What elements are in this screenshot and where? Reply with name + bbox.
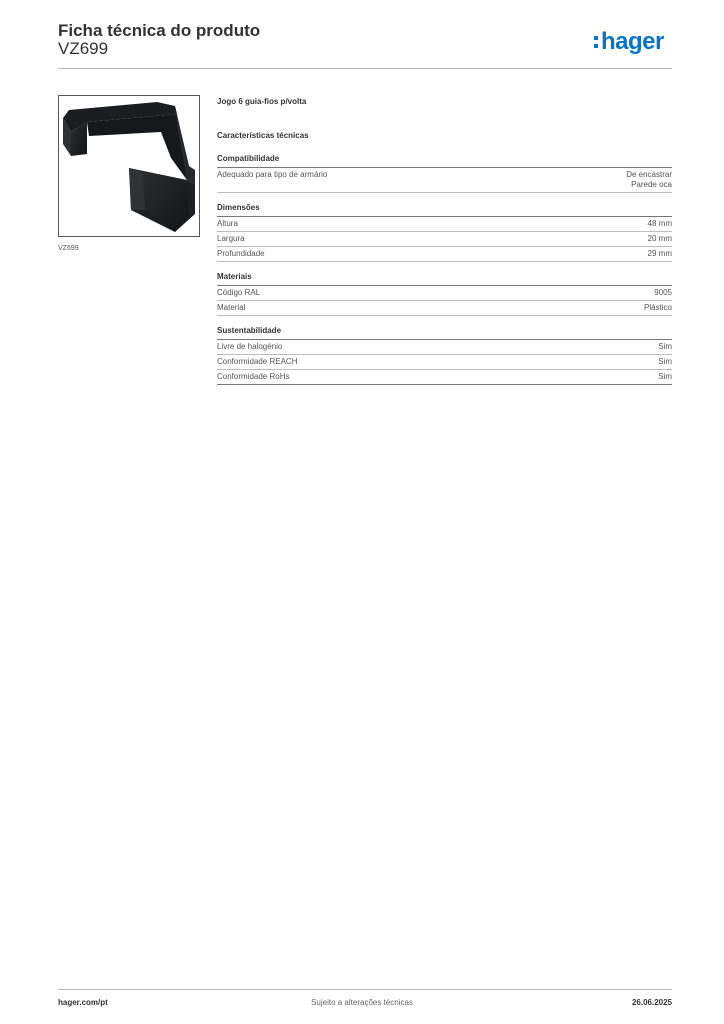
table-row [217,370,672,385]
section-sustainability [217,325,672,385]
section-materials [217,271,672,316]
row-label: Adequado para tipo de armário [217,170,328,179]
section-title: Compatibilidade [217,153,672,168]
page-title: Ficha técnica do produto [58,21,261,40]
image-caption: VZ699 [58,245,79,252]
row-label: Largura [217,234,245,243]
product-name: Jogo 6 guia-fios p/volta [217,97,307,106]
row-value: 20 mm [647,234,672,243]
section-title: Materiais [217,271,672,286]
table-row [217,217,672,232]
row-label: Código RAL [217,288,261,297]
row-value: De encastrar Parede oca [626,170,672,189]
row-label: Profundidade [217,249,265,258]
row-value: 48 mm [647,219,672,228]
row-value: Sim [658,342,672,351]
table-row [217,340,672,355]
section-compatibility [217,153,672,193]
logo-text: hager [601,28,664,55]
row-label: Material [217,303,246,312]
table-row [217,247,672,262]
product-cable-guide-icon [59,96,199,236]
section-title: Sustentabilidade [217,325,672,340]
table-row [217,355,672,370]
logo-dots-icon [594,36,599,50]
table-row [217,301,672,316]
footer-website-link[interactable]: hager.com/pt [58,998,108,1007]
spec-content [217,96,672,385]
row-value: Sim [658,357,672,366]
footer-notice: Sujeito a alterações técnicas [311,998,413,1007]
tech-characteristics-title: Características técnicas [217,131,309,140]
row-value: Plástico [643,303,672,312]
row-label: Conformidade RoHs [217,372,290,381]
row-value: Sim [658,372,672,381]
product-image [58,95,200,237]
row-label: Conformidade REACH [217,357,298,366]
section-dimensions [217,202,672,262]
row-value: 9005 [654,288,672,297]
row-label: Livre de halogénio [217,342,283,351]
product-code: VZ699 [58,39,109,58]
hager-logo[interactable] [594,28,664,56]
footer-date: 26.06.2025 [631,998,672,1007]
footer-divider [58,989,672,990]
row-label: Altura [217,219,238,228]
header-divider [58,68,672,69]
section-title: Dimensões [217,202,672,217]
row-value: 29 mm [647,249,672,258]
table-row [217,168,672,193]
table-row [217,232,672,247]
table-row [217,286,672,301]
